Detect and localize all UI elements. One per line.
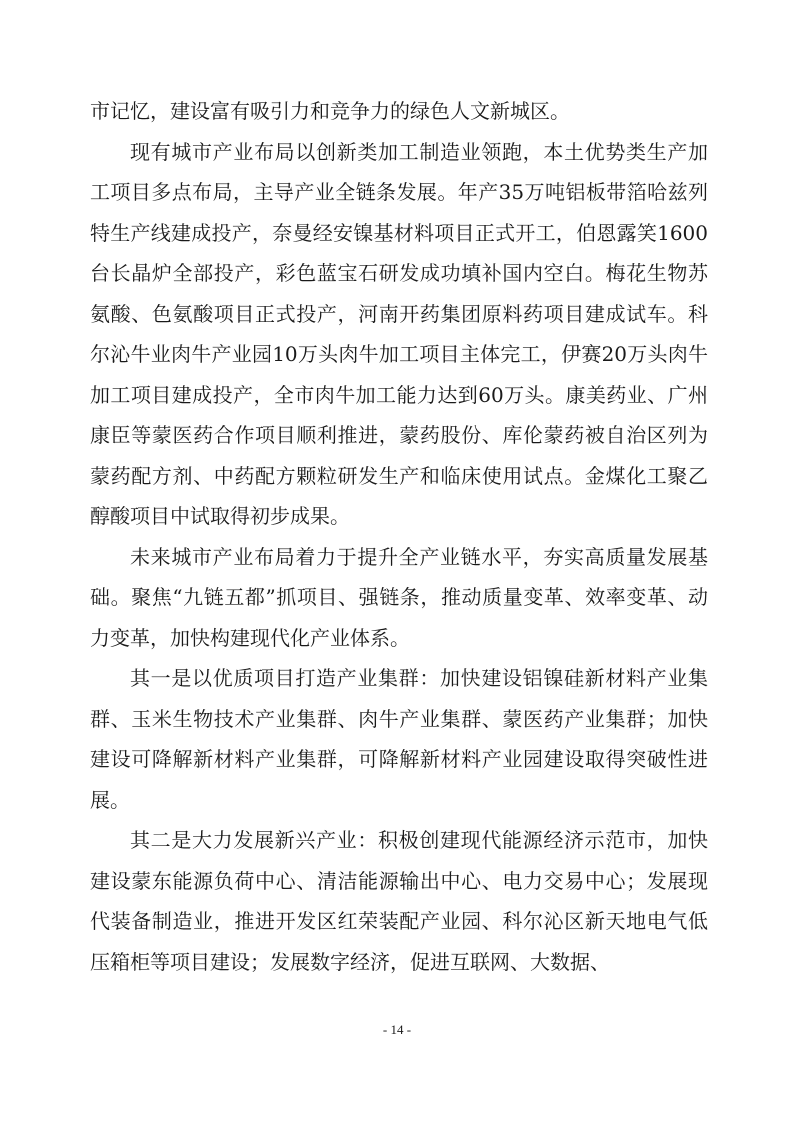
paragraph-future-layout: 未来城市产业布局着力于提升全产业链水平，夯实高质量发展基础。聚焦“九链五都”抓项目、强链条，推动质量变革、效率变革、动力变革，加快构建现代化产业体系。 [90, 544, 708, 650]
paragraph-point-two: 其二是大力发展新兴产业：积极创建现代能源经济示范市，加快建设蒙东能源负荷中心、清洁能源输出中心、电力交易中心；发展现代装备制造业，推进开发区红荣装配产业园、科尔沁区新天地电气低压箱柜等项目建设；发展数字经济，促进互联网、大数据、 [90, 828, 708, 974]
paragraph-point-one: 其一是以优质项目打造产业集群：加快建设铝镍硅新材料产业集群、玉米生物技术产业集群、肉牛产业集群、蒙医药产业集群；加快建设可降解新材料产业集群，可降解新材料产业园建设取得突破性进展。 [90, 666, 708, 812]
page-number: - 14 - [382, 1022, 412, 1037]
paragraph-continuation: 市记忆，建设富有吸引力和竞争力的绿色人文新城区。 [90, 99, 570, 123]
body-text [90, 91, 708, 982]
paragraph-industry-layout: 现有城市产业布局以创新类加工制造业领跑，本土优势类生产加工项目多点布局，主导产业全链条发展。年产35万吨铝板带箔哈兹列特生产线建成投产，奈曼经安镍基材料项目正式开工，伯恩露笑1600台长晶炉全部投产，彩色蓝宝石研发成功填补国内空白。梅花生物苏氨酸、色氨酸项目正式投产，河南开药集团原料药项目建成试车。科尔沁牛业肉牛产业园10万头肉牛加工项目主体完工，伊赛20万头肉牛加工项目建成投产，全市肉牛加工能力达到60万头。康美药业、广州康臣等蒙医药合作项目顺利推进，蒙药股份、库伦蒙药被自治区列为蒙药配方剂、中药配方颗粒研发生产和临床使用试点。金煤化工聚乙醇酸项目中试取得初步成果。 [90, 139, 708, 528]
